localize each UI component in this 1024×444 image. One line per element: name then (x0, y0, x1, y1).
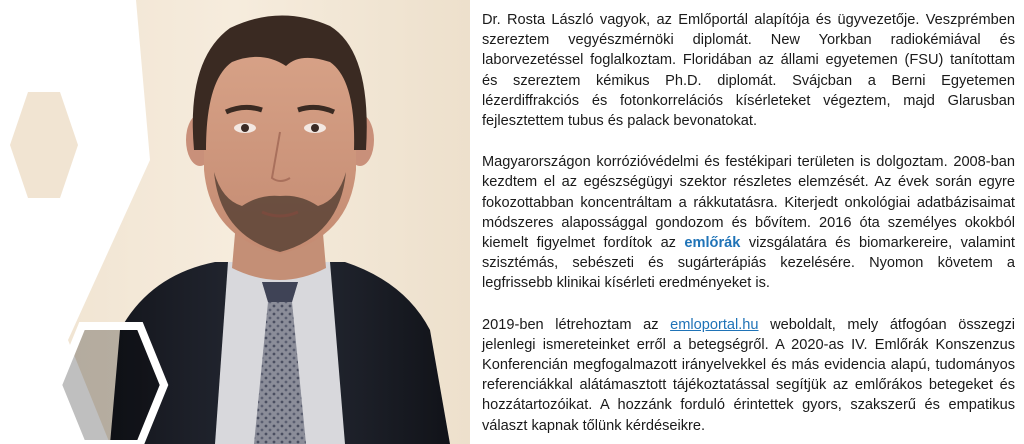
emloportal-link[interactable]: emloportal.hu (670, 316, 759, 333)
decorative-hexagon-bottom (58, 326, 164, 444)
bio-paragraph-1: Dr. Rosta László vagyok, az Emlőportál alapítója és ügyvezetője. Veszprémben szereztem vegyészmérnöki diplomát. New Yorkban radiokémiával és laborvezetéssel foglalkoztam. Floridában az állami egyetemen (FSU) tanítottam és szereztem kémikus Ph.D. diplomát. Svájcban a Berni Egyetemen lézerdiffrakciós és fotonkorrelációs kísérleteket végeztem, majd Glarusban fejlesztettem tubus és palack bevonatokat. (482, 12, 1015, 130)
portrait-area (0, 0, 470, 444)
bio-paragraph-2: Magyarországon korrózióvédelmi és festékipari területen is dolgoztam. 2008-ban kezdtem el az egészségügyi szektor részletes elemzését. Az évek során egyre fokozottabban koncentráltam a rákkutatásra. Kiterjedt onkológiai adatbázisaimat módszeres alapossággal gondozom és bővítem. 2016 óta személyes okokból kiemelt figyelmet fordítok az emlőrák vizsgálatára és biomarkereire, valamint szisztémás, sebészeti és sugárterápiás kezelésére. Nyomon követem a legfrissebb klinikai kísérleti eredményeket is. (482, 154, 1015, 292)
bio-text (482, 10, 1015, 436)
decorative-hexagon-left (10, 92, 78, 198)
bio-paragraph-3: 2019-ben létrehoztam az emloportal.hu weboldalt, mely átfogóan összegzi jelenlegi ismereteinket erről a betegségről. A 2020-as IV. Emlőrák Konszenzus Konferencián megfogalmazott irányelvekkel és más evidencia alapú, tudományos referenciákkal alátámasztott tájékoztatással segítjük az emlőrákos betegeket és hozzátartozóikat. A hozzánk forduló érintettek gyors, szakszerű és empatikus választ kapnak tőlünk kérdéseikre. (482, 316, 1015, 434)
highlight-emlorak: emlőrák (684, 235, 741, 252)
